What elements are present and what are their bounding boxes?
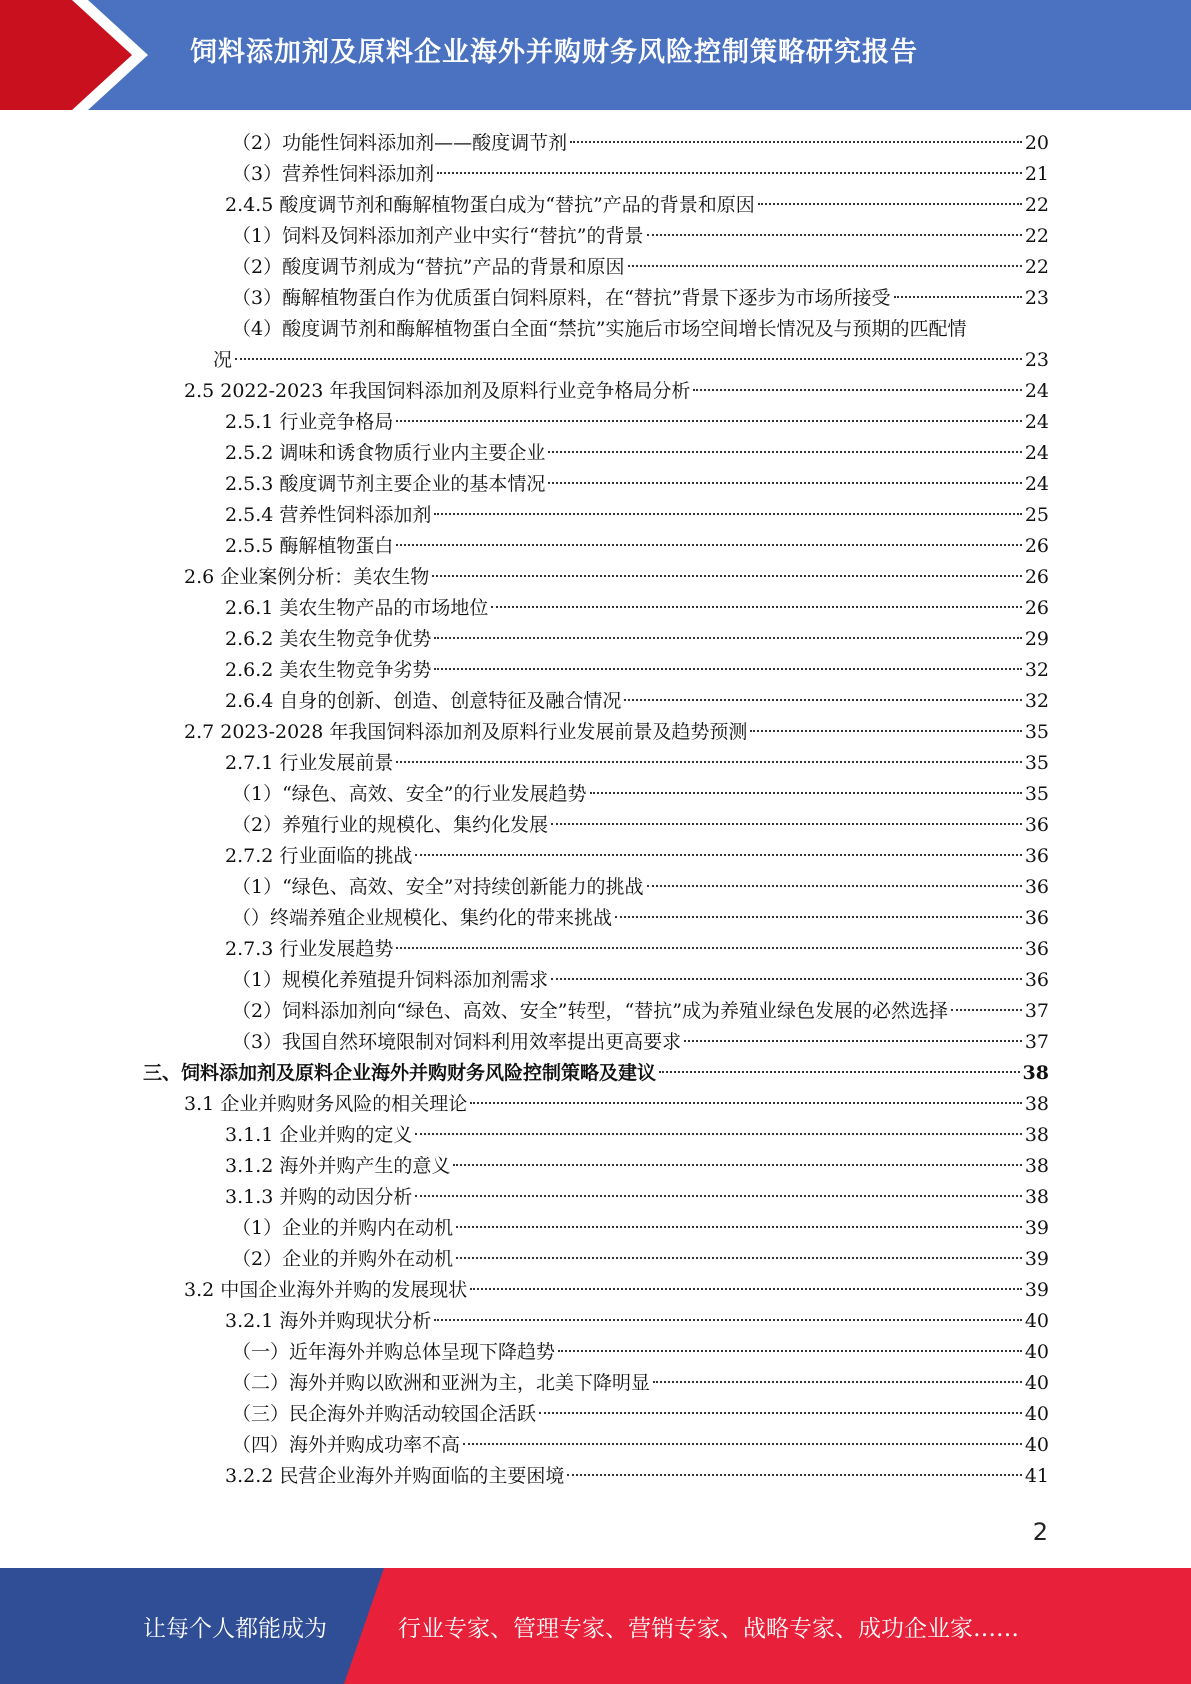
toc-entry-label: （4）酸度调节剂和酶解植物蛋白全面“禁抗”实施后市场空间增长情况及与预期的匹配情 [232,318,967,340]
toc-entry-label: （）终端养殖企业规模化、集约化的带来挑战 [232,907,613,929]
toc-entry-label: 2.5.3 酸度调节剂主要企业的基本情况 [225,473,546,495]
toc-entry[interactable] [213,345,1049,376]
toc-entry-page: 25 [1024,504,1049,526]
toc-entry-label: 2.7 2023-2028 年我国饲料添加剂及原料行业发展前景及趋势预测 [184,721,748,743]
toc-entry-page: 23 [1024,287,1049,309]
toc-entry-label: 2.6 企业案例分析：美农生物 [184,566,430,588]
toc-entry[interactable] [225,1182,1049,1213]
toc-entry[interactable] [232,779,1049,810]
dot-leader [437,172,1022,174]
dot-leader [453,1164,1021,1166]
toc-entry-page: 36 [1024,938,1049,960]
dot-leader [456,1257,1022,1259]
toc-entry-page: 35 [1024,783,1049,805]
toc-entry-label: 2.6.2 美农生物竞争劣势 [225,659,432,681]
toc-entry-label: 3.2 中国企业海外并购的发展现状 [184,1279,468,1301]
toc-entry-label: （2）养殖行业的规模化、集约化发展 [232,814,549,836]
toc-entry-page: 22 [1024,225,1049,247]
toc-entry-label: 2.6.1 美农生物产品的市场地位 [225,597,489,619]
toc-entry-label: （2）酸度调节剂成为“替抗”产品的背景和原因 [232,256,625,278]
dot-leader [456,1226,1022,1228]
toc-entry-page: 36 [1024,814,1049,836]
dot-leader [548,482,1021,484]
toc-entry-page: 35 [1024,752,1049,774]
toc-entry[interactable] [225,190,1049,221]
toc-entry-page: 29 [1024,628,1049,650]
dot-leader [539,1412,1022,1414]
toc-entry[interactable] [225,407,1049,438]
toc-entry-label: 三、饲料添加剂及原料企业海外并购财务风险控制策略及建议 [143,1062,657,1084]
dot-leader [396,761,1021,763]
dot-leader [415,1195,1021,1197]
toc-entry-label: 2.7.3 行业发展趋势 [225,938,394,960]
toc-entry[interactable] [184,562,1049,593]
dot-leader [470,1288,1022,1290]
toc-entry-page: 36 [1024,845,1049,867]
report-title: 饲料添加剂及原料企业海外并购财务风险控制策略研究报告 [190,37,918,68]
toc-entry[interactable] [232,1213,1049,1244]
toc-entry-page: 26 [1024,535,1049,557]
toc-entry[interactable] [225,655,1049,686]
toc-entry[interactable] [184,1089,1049,1120]
toc-entry-page: 26 [1024,566,1049,588]
toc-entry[interactable] [232,1368,1049,1399]
footer-slogan-right: 行业专家、管理专家、营销专家、战略专家、成功企业家…… [398,1616,1019,1642]
toc-entry[interactable] [225,1120,1049,1151]
dot-leader [434,513,1021,515]
toc-entry-page: 39 [1024,1248,1049,1270]
toc-entry-wrapped-line[interactable] [232,314,967,345]
dot-leader [628,265,1022,267]
toc-entry-label: 2.7.1 行业发展前景 [225,752,394,774]
dot-leader [432,575,1022,577]
toc-entry-label: （一）近年海外并购总体呈现下降趋势 [232,1341,556,1363]
toc-entry-label: 2.5.1 行业竞争格局 [225,411,394,433]
dot-leader [396,420,1021,422]
toc-entry-page: 23 [1024,349,1049,371]
toc-entry[interactable] [225,686,1049,717]
dot-leader [551,823,1022,825]
toc-entry[interactable] [232,221,1049,252]
dot-leader [415,1133,1021,1135]
dot-leader [570,141,1022,143]
dot-leader [491,606,1021,608]
toc-entry-label: 3.2.1 海外并购现状分析 [225,1310,432,1332]
toc-entry-label: 3.1.1 企业并购的定义 [225,1124,413,1146]
toc-entry-page: 20 [1024,132,1049,154]
toc-entry[interactable] [232,252,1049,283]
dot-leader [415,854,1021,856]
toc-entry[interactable] [232,996,1049,1027]
dot-leader [693,389,1021,391]
toc-entry-page: 24 [1024,442,1049,464]
toc-entry-page: 24 [1024,411,1049,433]
page-number: 2 [1032,1518,1048,1546]
toc-entry-page: 40 [1024,1434,1049,1456]
toc-entry-label-continued: 况 [213,349,233,371]
toc-entry-label: 3.2.2 民营企业海外并购面临的主要困境 [225,1465,565,1487]
dot-leader [951,1009,1022,1011]
toc-entry-page: 24 [1024,380,1049,402]
toc-entry-label: （1）“绿色、高效、安全”对持续创新能力的挑战 [232,876,644,898]
toc-entry-label: 2.4.5 酸度调节剂和酶解植物蛋白成为“替抗”产品的背景和原因 [225,194,755,216]
toc-entry[interactable] [232,810,1049,841]
dot-leader [548,451,1021,453]
dot-leader [434,1319,1021,1321]
toc-entry-page: 22 [1024,256,1049,278]
toc-entry-label: 2.5 2022-2023 年我国饲料添加剂及原料行业竞争格局分析 [184,380,691,402]
toc-entry[interactable] [232,1430,1049,1461]
toc-entry-label: （3）酶解植物蛋白作为优质蛋白饲料原料，在“替抗”背景下逐步为市场所接受 [232,287,891,309]
toc-entry[interactable] [184,1275,1049,1306]
toc-entry-label: （2）功能性饲料添加剂——酸度调节剂 [232,132,568,154]
toc-entry[interactable] [225,500,1049,531]
toc-entry[interactable] [232,1399,1049,1430]
toc-entry-label: （3）营养性饲料添加剂 [232,163,435,185]
toc-entry-page: 24 [1024,473,1049,495]
toc-entry[interactable] [232,965,1049,996]
toc-entry[interactable] [232,283,1049,314]
dot-leader [590,792,1022,794]
toc-entry-label: 3.1.2 海外并购产生的意义 [225,1155,451,1177]
toc-entry[interactable] [232,1337,1049,1368]
dot-leader [396,544,1021,546]
dot-leader [615,916,1022,918]
toc-entry-label: （三）民企海外并购活动较国企活跃 [232,1403,537,1425]
toc-entry[interactable] [232,1027,1049,1058]
toc-entry-page: 40 [1024,1372,1049,1394]
toc-entry-label: （1）规模化养殖提升饲料添加剂需求 [232,969,549,991]
toc-entry[interactable] [225,841,1049,872]
dot-leader [750,730,1021,732]
toc-entry-label: （二）海外并购以欧洲和亚洲为主，北美下降明显 [232,1372,651,1394]
footer-slogan-left: 让每个人都能成为 [143,1616,327,1642]
dot-leader [624,699,1021,701]
toc-entry-page: 40 [1024,1341,1049,1363]
toc-entry[interactable] [225,1306,1049,1337]
toc-entry-label: （1）“绿色、高效、安全”的行业发展趋势 [232,783,587,805]
toc-entry-page: 39 [1024,1279,1049,1301]
toc-entry-page: 39 [1024,1217,1049,1239]
dot-leader [567,1474,1021,1476]
dot-leader [551,978,1022,980]
toc-entry[interactable] [232,159,1049,190]
page-footer [0,1568,1191,1684]
dot-leader [434,668,1021,670]
toc-chapter-entry[interactable] [143,1058,1049,1089]
toc-entry[interactable] [225,934,1049,965]
dot-leader [463,1443,1022,1445]
dot-leader [470,1102,1022,1104]
toc-entry-label: 2.6.2 美农生物竞争优势 [225,628,432,650]
toc-entry-page: 21 [1024,163,1049,185]
toc-entry[interactable] [225,593,1049,624]
dot-leader [758,203,1022,205]
toc-entry[interactable] [225,531,1049,562]
toc-entry[interactable] [225,1151,1049,1182]
toc-entry-label: （2）饲料添加剂向“绿色、高效、安全”转型，“替抗”成为养殖业绿色发展的必然选择 [232,1000,948,1022]
dot-leader [558,1350,1022,1352]
toc-entry[interactable] [225,624,1049,655]
toc-entry-label: 2.6.4 自身的创新、创造、创意特征及融合情况 [225,690,622,712]
toc-entry-label: 3.1 企业并购财务风险的相关理论 [184,1093,468,1115]
toc-entry-page: 37 [1024,1000,1049,1022]
toc-entry-page: 32 [1024,659,1049,681]
toc-entry-page: 36 [1024,907,1049,929]
toc-entry-label: （3）我国自然环境限制对饲料利用效率提出更高要求 [232,1031,682,1053]
dot-leader [684,1040,1022,1042]
toc-entry-page: 38 [1022,1062,1049,1084]
toc-entry-page: 38 [1024,1124,1049,1146]
toc-entry-label: 2.5.2 调味和诱食物质行业内主要企业 [225,442,546,464]
toc-entry-page: 38 [1024,1186,1049,1208]
toc-entry-label: （2）企业的并购外在动机 [232,1248,454,1270]
dot-leader [894,296,1022,298]
toc-entry-page: 38 [1024,1093,1049,1115]
toc-entry[interactable] [184,376,1049,407]
dot-leader [235,358,1022,360]
toc-entry-page: 40 [1024,1310,1049,1332]
toc-entry-page: 22 [1024,194,1049,216]
toc-entry[interactable] [232,872,1049,903]
page-header [0,0,1191,110]
toc-entry-page: 32 [1024,690,1049,712]
dot-leader [647,234,1022,236]
toc-entry-page: 37 [1024,1031,1049,1053]
toc-entry-label: 2.5.5 酶解植物蛋白 [225,535,394,557]
toc-entry-page: 40 [1024,1403,1049,1425]
toc-entry-label: （四）海外并购成功率不高 [232,1434,461,1456]
toc-entry[interactable] [225,1461,1049,1492]
toc-entry[interactable] [184,717,1049,748]
toc-entry-page: 35 [1024,721,1049,743]
toc-entry-page: 26 [1024,597,1049,619]
dot-leader [647,885,1022,887]
dot-leader [434,637,1021,639]
toc-entry[interactable] [225,748,1049,779]
dot-leader [653,1381,1022,1383]
toc-entry-page: 38 [1024,1155,1049,1177]
toc-entry[interactable] [232,1244,1049,1275]
toc-entry[interactable] [225,469,1049,500]
toc-entry-label: 3.1.3 并购的动因分析 [225,1186,413,1208]
toc-entry-label: （1）饲料及饲料添加剂产业中实行“替抗”的背景 [232,225,644,247]
toc-entry[interactable] [225,438,1049,469]
toc-entry-page: 36 [1024,876,1049,898]
toc-entry-label: （1）企业的并购内在动机 [232,1217,454,1239]
toc-entry-page: 36 [1024,969,1049,991]
toc-entry-page: 41 [1024,1465,1049,1487]
toc-entry-label: 2.5.4 营养性饲料添加剂 [225,504,432,526]
dot-leader [396,947,1021,949]
toc-entry-label: 2.7.2 行业面临的挑战 [225,845,413,867]
toc-entry[interactable] [232,903,1049,934]
dot-leader [659,1071,1020,1073]
toc-entry[interactable] [232,128,1049,159]
